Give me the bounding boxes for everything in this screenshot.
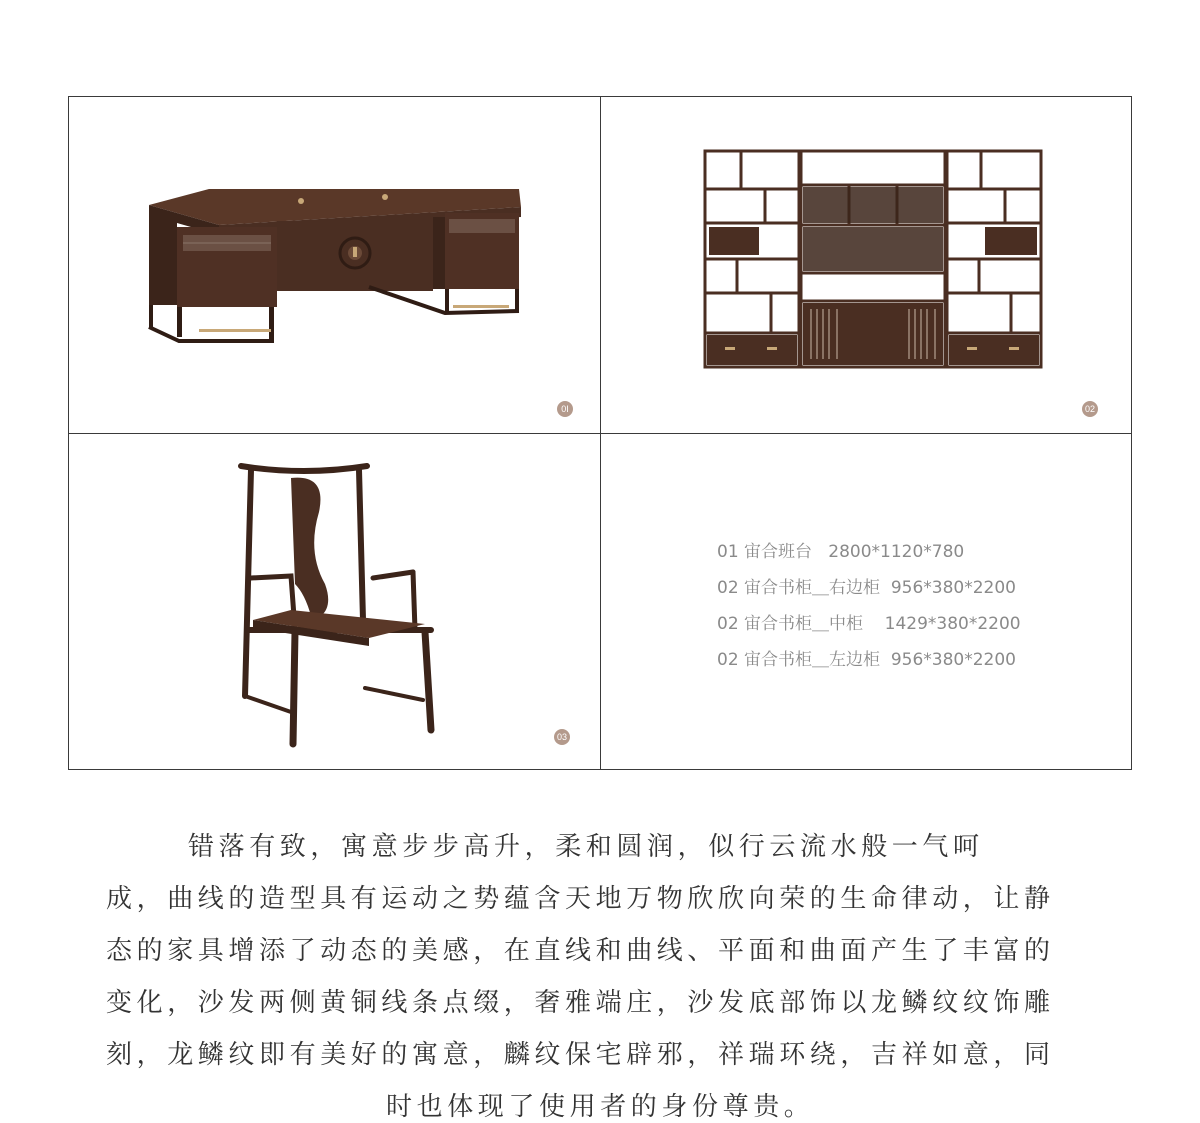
product-number-badge: 02 (1082, 401, 1098, 417)
description-line: 时也体现了使用者的身份尊贵。 (386, 1092, 815, 1122)
bookcase-image (601, 97, 1131, 433)
product-number-badge: 03 (554, 729, 570, 745)
product-grid (68, 96, 1132, 770)
spec-list (717, 534, 1021, 678)
description-line: 变化，沙发两侧黄铜线条点缀，奢雅端庄，沙发底部饰以龙鳞纹纹饰雕 (106, 988, 1055, 1018)
product-cell-bookcase (601, 97, 1131, 433)
spec-line: 02 宙合书柜＿中柜 1429*380*2200 (717, 614, 1021, 634)
description-line: 刻，龙鳞纹即有美好的寓意，麟纹保宅辟邪，祥瑞环绕，吉祥如意，同 (106, 1040, 1055, 1070)
product-cell-chair (69, 434, 600, 769)
spec-line: 02 宙合书柜＿左边柜 956*380*2200 (717, 650, 1017, 670)
product-cell-desk (69, 97, 600, 433)
spec-line: 01 宙合班台 2800*1120*780 (717, 542, 965, 562)
product-specs-cell (601, 434, 1131, 769)
description-line: 错落有致，寓意步步高升，柔和圆润，似行云流水般一气呵 (188, 832, 984, 862)
chair-image (69, 434, 600, 769)
description-line: 态的家具增添了动态的美感，在直线和曲线、平面和曲面产生了丰富的 (106, 936, 1055, 966)
desk-image (69, 97, 600, 433)
description-line: 成，曲线的造型具有运动之势蕴含天地万物欣欣向荣的生命律动，让静 (106, 884, 1055, 914)
product-number-badge: 0I (557, 401, 573, 417)
spec-line: 02 宙合书柜＿右边柜 956*380*2200 (717, 578, 1017, 598)
